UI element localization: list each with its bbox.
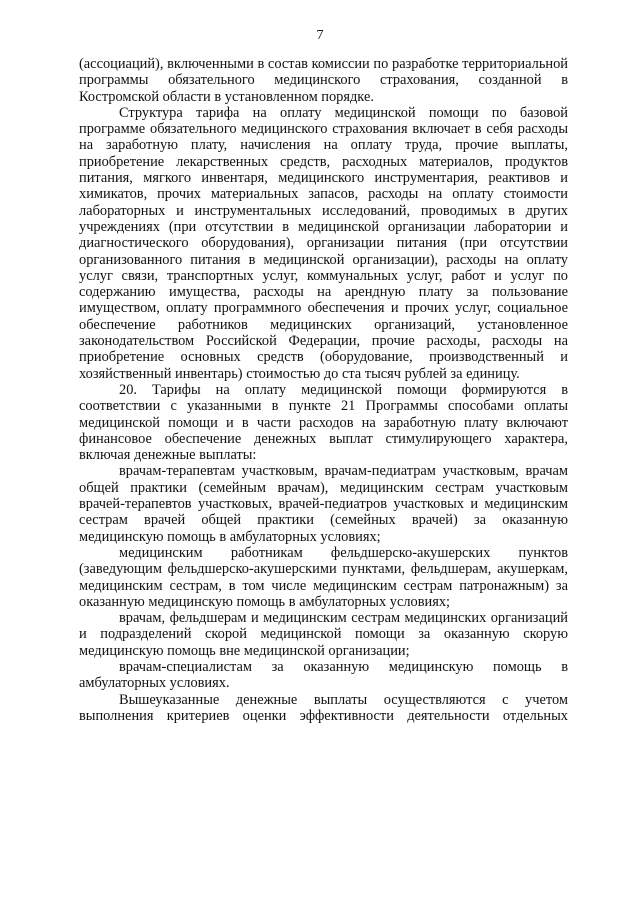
paragraph-tariff-structure: Структура тарифа на оплату медицинской помощи по базовой программе обязательного медицинского страхования включает в себя расходы на заработную плату, начисления на оплату труда, прочие выплаты, приобретение лекарственных средств, расходных материалов, продуктов питания, мягкого инвентаря, медицинского инструментария, реактивов и химикатов, прочих материальных запасов, расходы на оплату стоимости лабораторных и инструментальных исследований, проводимых в других учреждениях (при отсутствии в медицинской организации лаборатории и диагностического оборудования), организации питания (при отсутствии организованного питания в медицинской организации), расходы на оплату услуг связи, транспортных услуг, коммунальных услуг, работ и услуг по содержанию имущества, расходы на арендную плату за пользование имуществом, оплату программного обеспечения и прочих услуг, социальное обеспечение работников медицинских организаций, установленное законодательством Российской Федерации, прочие расходы, расходы на приобретение основных средств (оборудование, производственный и хозяйственный инвентарь) стоимостью до ста тысяч рублей за единицу.: [79, 104, 568, 382]
paragraph-item-20: 20. Тарифы на оплату медицинской помощи формируются в соответствии с указанными в пункте 21 Программы способами оплаты медицинской помощи и в части расходов на заработную плату включают финансовое обеспечение денежных выплат стимулирующего характера, включая денежные выплаты:: [79, 381, 568, 464]
list-item-district-doctors: врачам-терапевтам участковым, врачам-педиатрам участковым, врачам общей практики (семейным врачам), медицинским сестрам участковым врачей-терапевтов участковых, врачей-педиатров участковых и медицинским сестрам врачей общей практики (семейных врачей) за оказанную медицинскую помощь в амбулаторных условиях;: [79, 463, 568, 545]
list-item-specialists: врачам-специалистам за оказанную медицинскую помощь в амбулаторных условиях.: [79, 658, 568, 692]
document-body: [79, 56, 568, 724]
paragraph-payment-criteria: Вышеуказанные денежные выплаты осуществляются с учетом выполнения критериев оценки эффективности деятельности отдельных: [79, 691, 568, 724]
paragraph-continuation: (ассоциаций), включенными в состав комиссии по разработке территориальной программы обязательного медицинского страхования, созданной в Костромской области в установленном порядке.: [79, 56, 568, 105]
page-number: 7: [316, 28, 324, 43]
list-item-feldsher-stations: медицинским работникам фельдшерско-акушерских пунктов (заведующим фельдшерско-акушерскими пунктами, фельдшерам, акушеркам, медицинским сестрам, в том числе медицинским сестрам патронажным) за оказанную медицинскую помощь в амбулаторных условиях;: [79, 544, 568, 610]
list-item-ambulance-staff: врачам, фельдшерам и медицинским сестрам медицинских организаций и подразделений скорой медицинской помощи за оказанную скорую медицинскую помощь вне медицинской организации;: [79, 610, 568, 659]
